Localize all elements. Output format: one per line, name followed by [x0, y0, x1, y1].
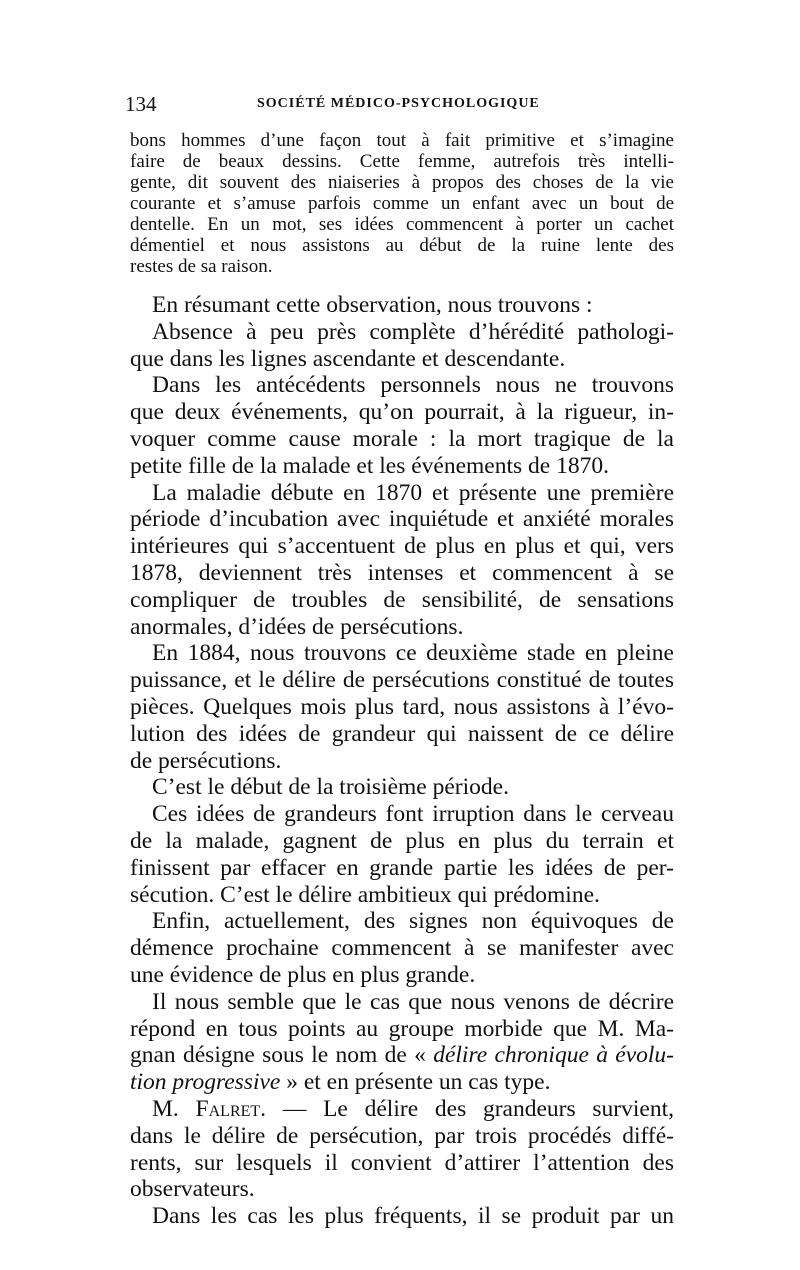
- text-line: En résumant cette observation, nous trouvons :: [152, 292, 593, 318]
- text-line: anormales, d’idées de persécutions.: [130, 613, 464, 640]
- text-line: petite fille de la malade et les événements de 1870.: [130, 452, 609, 479]
- text-line: répond en tous points au groupe morbide que M. Ma-: [130, 1015, 674, 1042]
- text-line: [130, 1096, 674, 1123]
- running-head: SOCIÉTÉ MÉDICO-PSYCHOLOGIQUE: [257, 96, 540, 111]
- text-line: une évidence de plus en plus grande.: [130, 961, 476, 988]
- text-line: En 1884, nous trouvons ce deuxième stade en pleine: [152, 640, 674, 667]
- text-line: sécution. C’est le délire ambitieux qui prédomine.: [130, 881, 600, 908]
- text-line: [130, 1069, 674, 1096]
- text-line: voquer comme cause morale : la mort tragique de la: [130, 425, 674, 452]
- observation-paragraph: [130, 130, 674, 277]
- text-line: dans le délire de persécution, par trois procédés diffé-: [130, 1122, 674, 1149]
- text-line: rents, sur lesquels il convient d’attirer l’attention des: [130, 1149, 674, 1176]
- text-line: Il nous semble que le cas que nous venons de décrire: [152, 988, 674, 1015]
- text-line: démence prochaine commencent à se manifester avec: [130, 935, 674, 962]
- text-line: que deux événements, qu’on pourrait, à la rigueur, in-: [130, 399, 674, 426]
- text-line: démentiel et nous assistons au début de la ruine lente des: [130, 235, 674, 256]
- text-line: de la malade, gagnent de plus en plus du terrain et: [130, 827, 674, 854]
- page-number: 134: [125, 92, 157, 116]
- italic-term: délire chronique à évolu-: [433, 1042, 674, 1069]
- text-line: observateurs.: [130, 1176, 255, 1203]
- text-line: compliquer de troubles de sensibilité, de sensations: [130, 586, 674, 613]
- text-line: dentelle. En un mot, ses idées commencent à porter un cachet: [130, 214, 674, 235]
- text-line: que dans les lignes ascendante et descendante.: [130, 345, 566, 372]
- text-line: période d’incubation avec inquiétude et anxiété morales: [130, 506, 674, 533]
- text-line: pièces. Quelques mois plus tard, nous assistons à l’évo-: [130, 693, 674, 720]
- text-line: finissent par effacer en grande partie les idées de per-: [130, 854, 674, 881]
- main-text: [130, 292, 674, 1230]
- text-fragment: » et en présente un cas type.: [286, 1069, 551, 1096]
- text-line: bons hommes d’une façon tout à fait primitive et s’imagine: [130, 130, 674, 151]
- text-line: Dans les antécédents personnels nous ne trouvons: [152, 372, 674, 399]
- text-line: Dans les cas les plus fréquents, il se produit par un: [152, 1203, 674, 1230]
- text-line: de persécutions.: [130, 747, 282, 774]
- text-line: restes de sa raison.: [130, 256, 273, 277]
- text-fragment: — Le délire des grandeurs survient,: [282, 1095, 674, 1122]
- text-line: 1878, deviennent très intenses et commencent à se: [130, 559, 674, 586]
- text-line: faire de beaux dessins. Cette femme, autrefois très intelli-: [130, 151, 674, 172]
- text-line: C’est le début de la troisième période.: [152, 774, 509, 801]
- text-line: Absence à peu près complète d’hérédité pathologi-: [152, 318, 674, 345]
- text-line: lution des idées de grandeur qui naissent de ce délire: [130, 720, 674, 747]
- text-line: Enfin, actuellement, des signes non équivoques de: [152, 908, 674, 935]
- text-line: gente, dit souvent des niaiseries à propos des choses de la vie: [130, 172, 674, 193]
- text-fragment: gnan désigne sous le nom de «: [130, 1042, 426, 1069]
- text-fragment: M.: [152, 1095, 179, 1122]
- page-header: [125, 92, 670, 116]
- text-line: puissance, et le délire de persécutions constitué de toutes: [130, 667, 674, 694]
- text-line: courante et s’amuse parfois comme un enfant avec un bout de: [130, 193, 674, 214]
- speaker-name: Falret.: [195, 1095, 267, 1122]
- text-line: intérieures qui s’accentuent de plus en plus et qui, vers: [130, 533, 674, 560]
- italic-term: tion progressive: [130, 1069, 281, 1096]
- text-line: [130, 1042, 674, 1069]
- text-line: Ces idées de grandeurs font irruption dans le cerveau: [152, 801, 674, 828]
- text-line: La maladie débute en 1870 et présente une première: [152, 479, 674, 506]
